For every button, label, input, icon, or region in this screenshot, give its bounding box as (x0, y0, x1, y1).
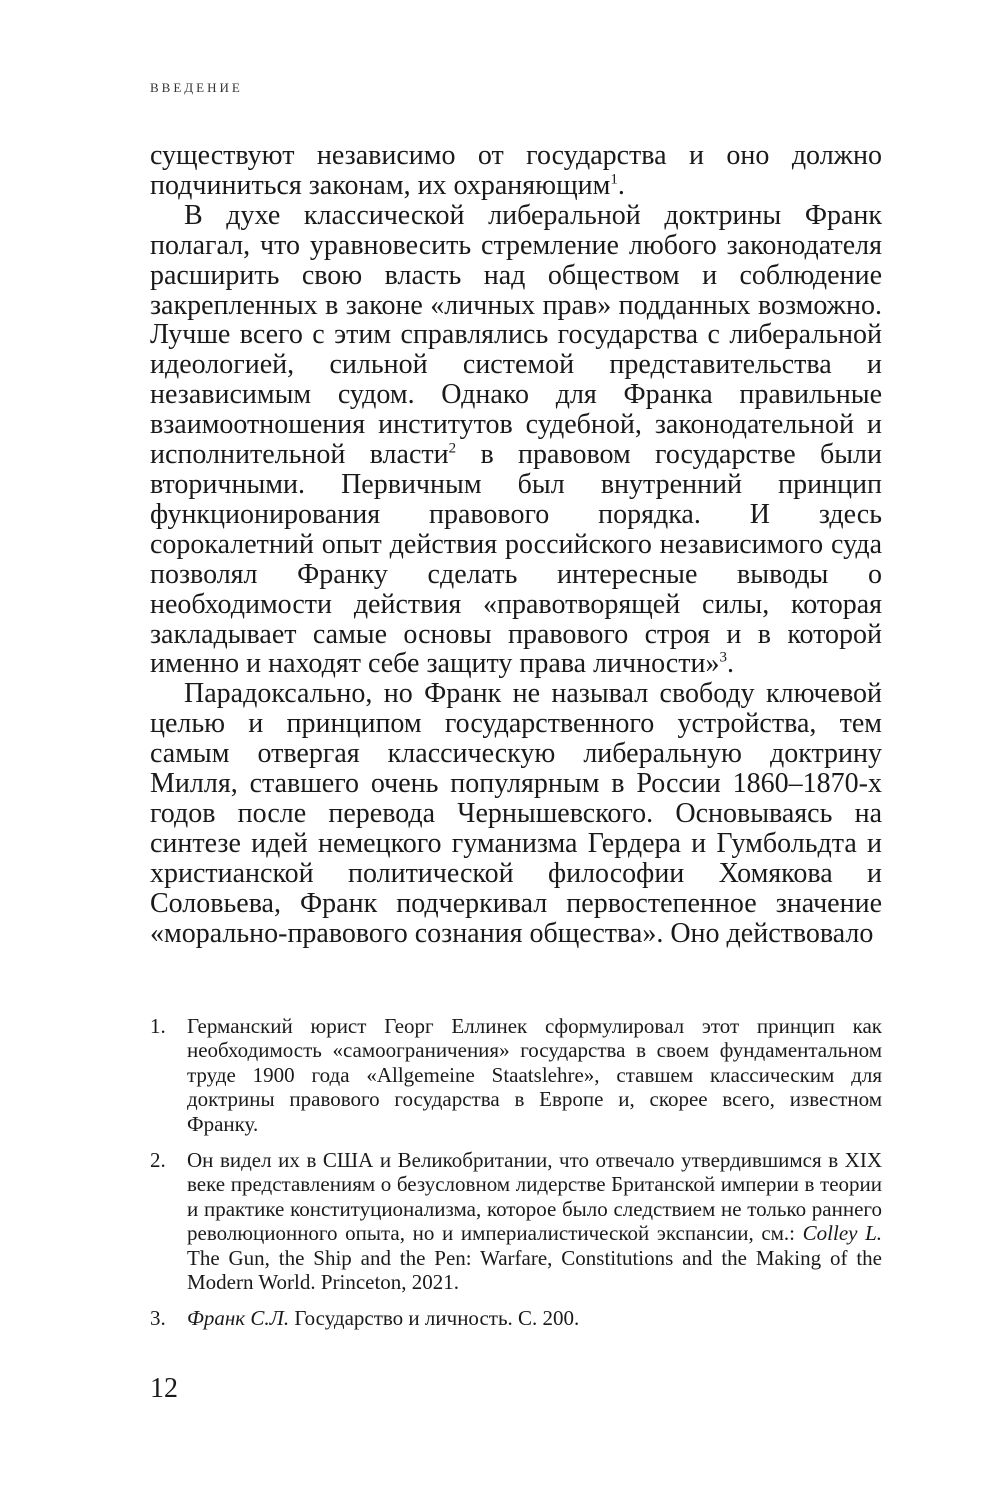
paragraph (150, 201, 882, 680)
footnote (150, 1014, 882, 1136)
footnote-ref: 3 (719, 650, 727, 667)
footnote-text-part: The Gun, the Ship and the Pen: Warfare, Constitutions and the Making of the Modern World. Princeton, 2021. (187, 1245, 882, 1295)
footnote-text (187, 1148, 882, 1294)
footnote-ref: 1 (610, 171, 618, 188)
main-text (150, 141, 882, 948)
footnote (150, 1306, 882, 1330)
footnote-text (187, 1306, 882, 1330)
paragraph-text: существуют независимо от государства и оно должно подчиниться законам, их охраняющим (150, 140, 882, 201)
footnote-number: 1. (150, 1014, 166, 1038)
paragraph (150, 141, 882, 201)
footnote-text: Германский юрист Георг Еллинек сформулировал этот принцип как необходимость «самоограничения» государства в своем фундаментальном труде 1900 года «Allgemeine Staatslehre», ставшем классическим для доктрины правового государства в Европе и, скорее всего, известном Франку. (187, 1014, 882, 1136)
paragraph: Парадоксально, но Франк не называл свободу ключевой целью и принципом государственного устройства, тем самым отвергая классическую либеральную доктрину Милля, ставшего очень популярным в России 1860–1870-х годов после перевода Чернышевского. Основываясь на синтезе идей немецкого гуманизма Гердера и Гумбольдта и христианской политической философии Хомякова и Соловьева, Франк подчеркивал первостепенное значение «морально-правового сознания общества». Оно действовало (150, 678, 882, 949)
footnote-text-part: Государство и личность. С. 200. (289, 1306, 580, 1331)
paragraph-text: . (617, 169, 625, 201)
footnote-author: Colley L. (802, 1221, 883, 1246)
paragraph-text: В духе классической либеральной доктрины Франк полагал, что уравновесить стремление любого законодателя расширить свою власть над обществом и соблюдение закрепленных в законе «личных прав» подданных возможно. Лучше всего с этим справлялись государства с либеральной идеологией, сильной системой представительства и независимым судом. Однако для Франка правильные взаимоотношения институтов судебной, законодательной и исполнительной власти (150, 199, 882, 471)
running-head: ВВЕДЕНИЕ (150, 80, 243, 95)
footnote (150, 1148, 882, 1294)
page-number: 12 (150, 1373, 178, 1404)
footnote-number: 3. (150, 1306, 166, 1331)
footnote-author: Франк С.Л. (187, 1306, 290, 1331)
paragraph-text: в правовом государстве были вторичными. Первичным был внутренний принцип функционирования правового порядка. И здесь сорокалетний опыт действия российского независимого суда позволял Франку сделать интересные выводы о необходимости действия «правотворящей силы, которая закладывает самые основы правового строя и в которой именно и находят себе защиту права личности» (150, 439, 883, 680)
footnotes (150, 1014, 882, 1343)
footnote-number: 2. (150, 1148, 166, 1173)
footnote-text-part: Он видел их в США и Великобритании, что отвечало утвердившимся в XIX веке представлениям о безусловном лидерстве Британской империи в теории и практике конституционализма, которое было следствием не только раннего революционного опыта, но и империалистической экспансии, см.: (187, 1148, 882, 1246)
footnote-ref: 2 (448, 440, 457, 457)
paragraph-text: . (726, 648, 734, 680)
